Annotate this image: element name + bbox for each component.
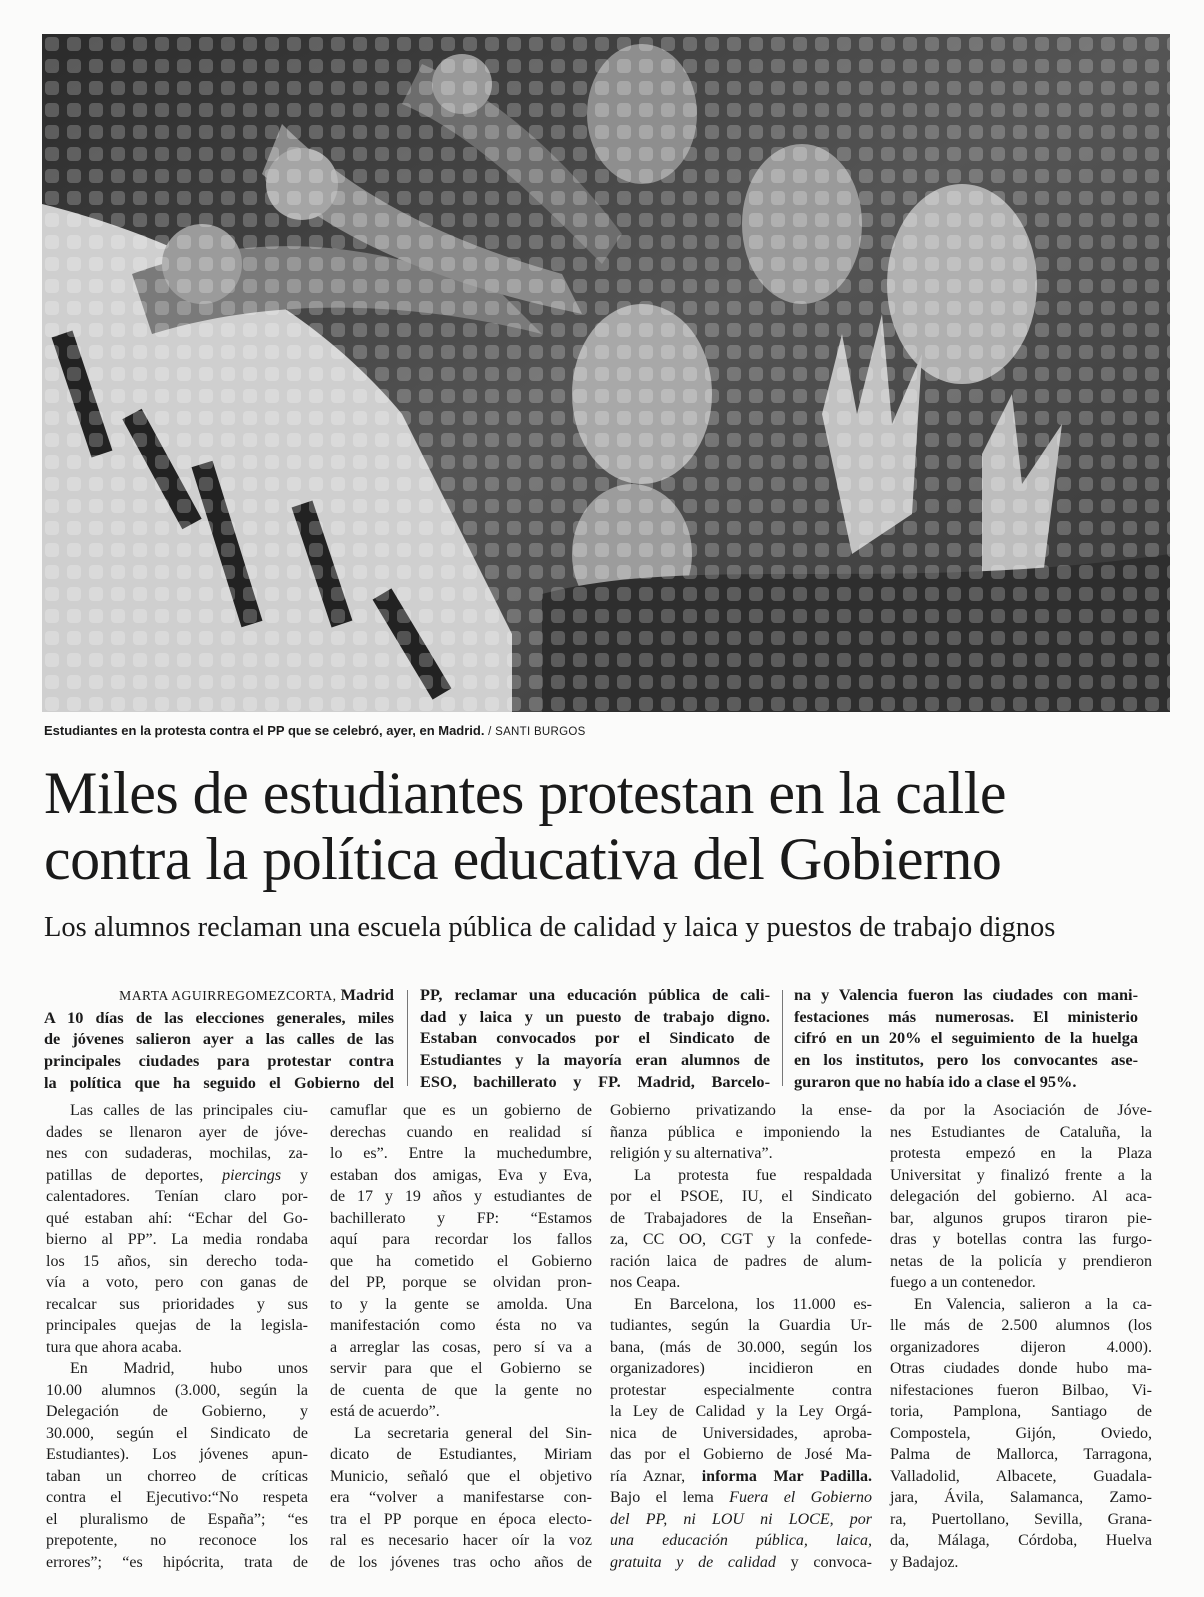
body-line: tra el PP porque en época electo-: [330, 1510, 592, 1528]
body-line: lle más de 2.500 alumnos (los: [890, 1317, 1152, 1334]
body-line: de 17 y 19 años y estudiantes de: [330, 1188, 592, 1205]
body-line: taban un chorreo de críticas: [46, 1467, 308, 1485]
body-line: vía a voto, pero con ganas de: [46, 1274, 308, 1291]
byline: MARTA AGUIRREGOMEZCORTA,: [119, 988, 337, 1003]
body-line: dras y botellas contra las furgo-: [890, 1231, 1152, 1248]
body-line: prepotente, no reconoce los: [46, 1532, 308, 1549]
lead-line: festaciones más numerosas. El ministerio: [794, 1006, 1138, 1026]
body-line: organizadores dijeron 4.000).: [890, 1338, 1152, 1356]
body-line: tura que ahora acaba.: [46, 1338, 182, 1356]
lead-line: na y Valencia fueron las ciudades con mani-: [794, 985, 1138, 1004]
body-line: Compostela, Gijón, Oviedo,: [890, 1424, 1152, 1442]
body-line: que ha cometido el Gobierno: [330, 1252, 592, 1270]
body-line: Gobierno privatizando la ense-: [610, 1102, 872, 1119]
body-line: jara, Ávila, Salamanca, Zamo-: [890, 1489, 1152, 1506]
italic-slogan: una educación pública, laica,: [610, 1532, 872, 1549]
body-line: [610, 1487, 872, 1509]
body-line: to y la gente se amolda. Una: [330, 1295, 592, 1313]
body-line: aquí para recordar los fallos: [330, 1231, 592, 1248]
headline-line-1: Miles de estudiantes protestan en la calle: [44, 760, 1006, 826]
body-line: nes con sudaderas, mochilas, za-: [46, 1145, 308, 1162]
body-line: calentadores. Tenían claro por-: [46, 1188, 308, 1205]
headline: [44, 760, 1164, 892]
body-line: La protesta fue respaldada: [634, 1166, 872, 1184]
body-text: ría Aznar,: [610, 1467, 686, 1485]
body-line: nica de Universidades, aproba-: [610, 1424, 872, 1442]
lead-line: cifró en un 20% el seguimiento de la huelga: [794, 1028, 1138, 1048]
body-line: de los jóvenes tras ocho años de: [330, 1553, 592, 1571]
lead-line: Estudiantes y la mayoría eran alumnos de: [420, 1050, 770, 1070]
body-line: por el PSOE, IU, el Sindicato: [610, 1188, 872, 1205]
lead-line: A 10 días de las elecciones generales, miles: [44, 1007, 394, 1027]
body-line: nifestaciones fueron Bilbao, Vi-: [890, 1381, 1152, 1399]
body-line: del PP, porque se olvidan pron-: [330, 1274, 592, 1291]
photo-caption: [44, 723, 1164, 738]
headline-line-2: contra la política educativa del Gobierno: [44, 826, 1002, 892]
body-line: netas de la policía y prendieron: [890, 1252, 1152, 1270]
subheadline: Los alumnos reclaman una escuela pública de calidad y laica y puestos de trabajo dignos: [44, 912, 1056, 943]
byline-line: [44, 984, 394, 1007]
body-line: ra, Puertollano, Sevilla, Grana-: [890, 1510, 1152, 1528]
body-line: Estudiantes). Los jóvenes apun-: [46, 1446, 308, 1463]
body-line: religión y su alternativa”.: [610, 1145, 773, 1162]
body-line: está de acuerdo”.: [330, 1403, 440, 1420]
lead-line: Estaban convocados por el Sindicato de: [420, 1028, 770, 1048]
protest-photo: [42, 34, 1170, 712]
body-line: bachillerato y FP: “Estamos: [330, 1209, 592, 1227]
body-line: ración laica de padres de alum-: [610, 1252, 872, 1270]
body-line: los 15 años, sin derecho toda-: [46, 1252, 308, 1270]
body-line: nos Ceapa.: [610, 1274, 681, 1291]
body-line: En Madrid, hubo unos: [70, 1360, 308, 1377]
body-line: recalcar sus prioridades y sus: [46, 1295, 308, 1313]
body-line: patillas de deportes, piercings y: [46, 1166, 309, 1184]
body-line: era “volver a manifestarse con-: [330, 1489, 592, 1506]
body-line: a arreglar las cosas, pero sí va a: [330, 1338, 592, 1356]
lead-column-3: [794, 984, 1138, 1093]
body-line: Las calles de las principales ciu-: [70, 1102, 308, 1119]
column-divider: [407, 990, 408, 1086]
body-line: [610, 1552, 872, 1574]
body-line: Delegación de Gobierno, y: [46, 1403, 308, 1420]
body-line: de cuenta de que la gente no: [330, 1381, 592, 1399]
body-line: principales quejas de la legisla-: [46, 1317, 308, 1334]
body-line: protestar especialmente contra: [610, 1381, 872, 1399]
lead-line: dad y laica y un puesto de trabajo digno.: [420, 1006, 770, 1026]
body-line: nes Estudiantes de Cataluña, la: [890, 1123, 1152, 1141]
protest-photo-icon: [42, 34, 1170, 712]
body-line: ñanza pública e imponiendo la: [610, 1123, 872, 1141]
body-line: [610, 1530, 872, 1552]
body-line: za, CC OO, CGT y la confede-: [610, 1231, 872, 1248]
body-line: qué estaban ahí: “Echar del Go-: [46, 1209, 308, 1227]
body-column-4: [890, 1100, 1152, 1573]
lead-line: guraron que no había ido a clase el 95%.: [794, 1071, 1077, 1091]
body-line: [610, 1509, 872, 1531]
body-line: Otras ciudades donde hubo ma-: [890, 1360, 1152, 1377]
body-column-3: [610, 1100, 872, 1573]
body-line: bana, (más de 30.000, según los: [610, 1338, 872, 1356]
body-column-1: [46, 1100, 308, 1573]
body-line: dicato de Estudiantes, Miriam: [330, 1446, 592, 1463]
body-line: bierno al PP”. La media rondaba: [46, 1231, 308, 1248]
lead-line: en los institutos, pero los convocantes ase-: [794, 1050, 1138, 1070]
bold-credit: informa Mar Padilla.: [701, 1467, 873, 1485]
body-line: ral es necesario hacer oír la voz: [330, 1532, 592, 1549]
body-line: contra el Ejecutivo:“No respeta: [46, 1489, 308, 1506]
body-line: camuflar que es un gobierno de: [330, 1102, 592, 1119]
italic-slogan: del PP, ni LOU ni LOCE, por: [610, 1510, 872, 1528]
body-line: das por el Gobierno de José Ma-: [610, 1446, 872, 1463]
photo-credit: / SANTI BURGOS: [488, 726, 586, 738]
body-line: organizadores) incidieron en: [610, 1360, 872, 1377]
lead-line: PP, reclamar una educación pública de cali-: [420, 985, 770, 1004]
body-line: dades se llenaron ayer de jóve-: [46, 1123, 308, 1141]
body-line: tudiantes, según la Guardia Ur-: [610, 1317, 872, 1334]
body-line: 10.00 alumnos (3.000, según la: [46, 1381, 308, 1399]
lead-column-2: [420, 984, 770, 1093]
body-line: toria, Pamplona, Santiago de: [890, 1403, 1152, 1420]
body-line: servir para que el Gobierno se: [330, 1360, 592, 1377]
body-line: Municio, señaló que el objetivo: [330, 1467, 592, 1485]
body-line: Palma de Mallorca, Tarragona,: [890, 1446, 1152, 1463]
body-line: delegación del gobierno. Al aca-: [890, 1188, 1152, 1205]
body-line: lo es”. Entre la muchedumbre,: [330, 1145, 592, 1162]
body-text: Bajo el lema: [610, 1489, 714, 1506]
body-line: de Trabajadores de la Enseñan-: [610, 1209, 872, 1227]
body-line: el pluralismo de España”; “es: [46, 1510, 308, 1528]
body-line: Universitat y finalizó frente a la: [890, 1166, 1152, 1184]
body-line: 30.000, según el Sindicato de: [46, 1424, 308, 1442]
dateline: Madrid: [340, 985, 394, 1004]
column-divider: [782, 990, 783, 1086]
body-line: estaban dos amigas, Eva y Eva,: [330, 1166, 592, 1184]
body-line: da, Málaga, Córdoba, Huelva: [890, 1532, 1152, 1549]
lead-column-1: [44, 984, 394, 1094]
italic-slogan: gratuita y de calidad: [610, 1553, 776, 1571]
body-line: derechas cuando en realidad sí: [330, 1123, 592, 1141]
body-line: En Barcelona, los 11.000 es-: [634, 1295, 872, 1313]
body-column-2: [330, 1100, 592, 1573]
body-line: la Ley de Calidad y la Ley Orgá-: [610, 1403, 872, 1420]
body-line: manifestación como ésta no va: [330, 1317, 592, 1334]
body-text: y convoca-: [790, 1553, 872, 1571]
body-line: [610, 1466, 872, 1488]
body-line: protesta empezó en la Plaza: [890, 1145, 1152, 1162]
lead-line: ESO, bachillerato y FP. Madrid, Barcelo-: [420, 1071, 770, 1091]
body-line: Valladolid, Albacete, Guadala-: [890, 1467, 1152, 1485]
lead-line: principales ciudades para protestar contra: [44, 1051, 394, 1071]
italic-piercings: piercings: [222, 1166, 282, 1184]
body-line: errores”; “es hipócrita, trata de: [46, 1553, 308, 1571]
body-line: da por la Asociación de Jóve-: [890, 1102, 1152, 1119]
body-line: La secretaria general del Sin-: [354, 1424, 592, 1442]
caption-text: Estudiantes en la protesta contra el PP que se celebró, ayer, en Madrid.: [44, 723, 485, 738]
body-line: y Badajoz.: [890, 1553, 959, 1571]
lead-line: de jóvenes salieron ayer a las calles de las: [44, 1029, 394, 1049]
body-line: En Valencia, salieron a la ca-: [914, 1295, 1152, 1313]
italic-slogan: Fuera el Gobierno: [729, 1489, 873, 1506]
body-line: fuego a un contenedor.: [890, 1274, 1036, 1291]
body-line: bar, algunos grupos tiraron pie-: [890, 1209, 1152, 1227]
lead-line: la política que ha seguido el Gobierno del: [44, 1072, 394, 1092]
